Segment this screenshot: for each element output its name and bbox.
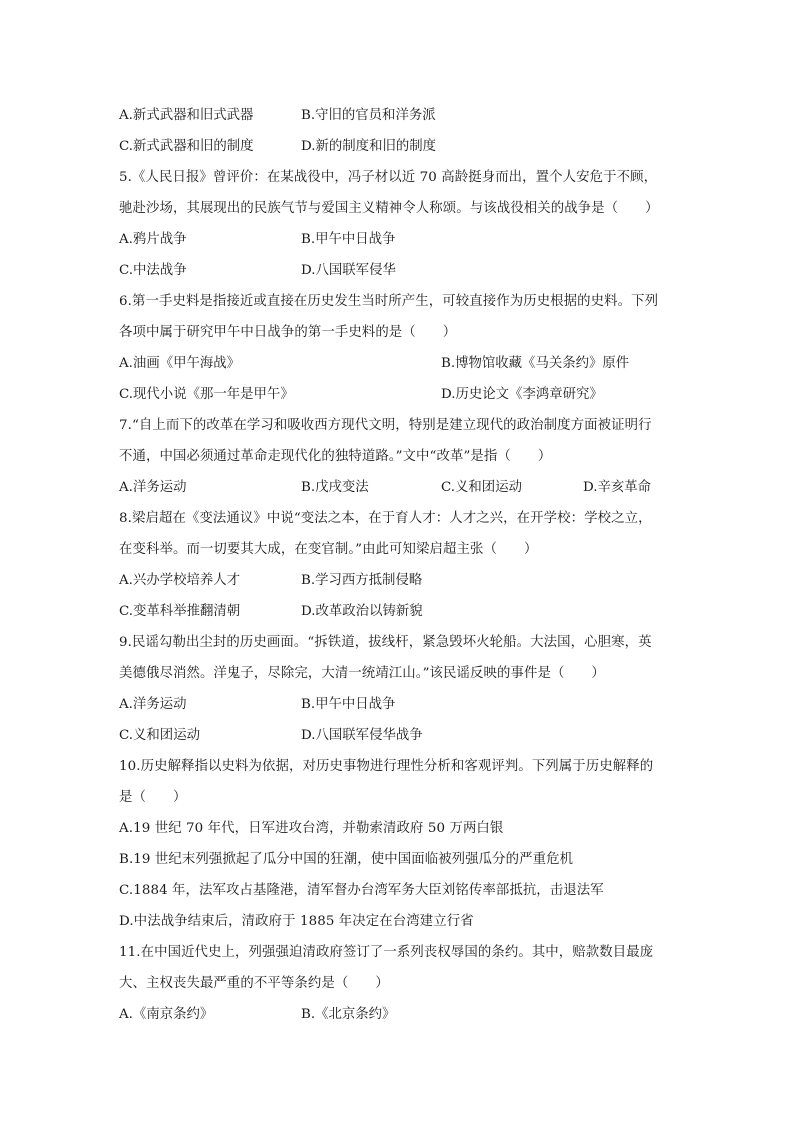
q6-stem-line-2: 各项中属于研究甲午中日战争的第一手史料的是（ ） xyxy=(119,325,457,340)
q7-options-row xyxy=(119,472,679,503)
q5-stem-line-2: 驰赴沙场，其展现出的民族气节与爱国主义精神令人称颂。与该战役相关的战争是（ ） xyxy=(119,201,659,216)
q9-option-b: B.甲午中日战争 xyxy=(301,697,396,712)
q6-stem-line-1: 6.第一手史料是指接近或直接在历史发生当时所产生，可较直接作为历史根据的史料。下列 xyxy=(119,294,659,309)
q4-options-row-1 xyxy=(119,100,679,131)
q7-option-a: A.洋务运动 xyxy=(119,480,187,495)
q6-option-b: B.博物馆收藏《马关条约》原件 xyxy=(441,356,630,371)
q10-option-a: A.19 世纪 70 年代，日军进攻台湾，并勒索清政府 50 万两白银 xyxy=(119,821,504,836)
q10-stem-line-1: 10.历史解释指以史料为依据，对历史事物进行理性分析和客观评判。下列属于历史解释的 xyxy=(119,759,654,774)
q9-stem-line-2: 美德俄尽消然。洋鬼子，尽除完，大清一统靖江山。”该民谣反映的事件是（ ） xyxy=(119,666,605,681)
q10-option-c: C.1884 年，法军攻占基隆港，清军督办台湾军务大臣刘铭传率部抵抗，击退法军 xyxy=(119,883,604,898)
q9-option-a: A.洋务运动 xyxy=(119,697,187,712)
q5-options-row-2 xyxy=(119,255,679,286)
q7-option-b: B.戊戌变法 xyxy=(301,480,369,495)
q10-option-b: B.19 世纪末列强掀起了瓜分中国的狂潮，使中国面临被列强瓜分的严重危机 xyxy=(119,852,574,867)
q8-options-row-2 xyxy=(119,596,679,627)
q4-options-row-2 xyxy=(119,131,679,162)
q7-stem-line-2: 不通，中国必须通过革命走现代化的独特道路。”文中“改革”是指（ ） xyxy=(119,449,552,464)
q6-option-c: C.现代小说《那一年是甲午》 xyxy=(119,387,294,402)
q7-stem-line-1: 7.“自上而下的改革在学习和吸收西方现代文明，特别是建立现代的政治制度方面被证明行 xyxy=(119,418,652,433)
q5-option-a: A.鸦片战争 xyxy=(119,232,187,247)
q6-option-d: D.历史论文《李鸿章研究》 xyxy=(441,387,603,402)
q10-option-d: D.中法战争结束后，清政府于 1885 年决定在台湾建立行省 xyxy=(119,914,474,929)
q9-option-c: C.义和团运动 xyxy=(119,728,200,743)
q8-option-a: A.兴办学校培养人才 xyxy=(119,573,241,588)
q4-option-a: A.新式武器和旧式武器 xyxy=(119,108,254,123)
q8-stem-line-2: 在变科举。而一切要其大成，在变官制。”由此可知梁启超主张（ ） xyxy=(119,542,538,557)
q4-option-c: C.新式武器和旧的制度 xyxy=(119,139,254,154)
q8-option-d: D.改革政治以铸新貌 xyxy=(301,604,423,619)
q11-stem-line-1: 11.在中国近代史上，列强强迫清政府签订了一系列丧权辱国的条约。其中，赔款数目最庞 xyxy=(119,945,654,960)
q8-stem-line-1: 8.梁启超在《变法通议》中说“变法之本，在于育人才：人才之兴，在开学校：学校之立， xyxy=(119,511,652,526)
q5-option-d: D.八国联军侵华 xyxy=(301,263,396,278)
q7-option-c: C.义和团运动 xyxy=(441,480,522,495)
q6-option-a: A.油画《甲午海战》 xyxy=(119,356,241,371)
q9-option-d: D.八国联军侵华战争 xyxy=(301,728,423,743)
q11-options-row-1 xyxy=(119,999,679,1030)
q6-options-row-2 xyxy=(119,379,679,410)
q11-stem-line-2: 大、主权丧失最严重的不平等条约是（ ） xyxy=(119,976,389,991)
question-list xyxy=(119,100,679,1030)
q9-options-row-2 xyxy=(119,720,679,751)
q5-option-c: C.中法战争 xyxy=(119,263,187,278)
q5-option-b: B.甲午中日战争 xyxy=(301,232,396,247)
q5-stem-line-1: 5.《人民日报》曾评价：在某战役中，冯子材以近 70 高龄挺身而出，置个人安危于不顾， xyxy=(119,170,658,185)
q4-option-d: D.新的制度和旧的制度 xyxy=(301,139,437,154)
q11-option-a: A.《南京条约》 xyxy=(119,1007,214,1022)
q5-options-row-1 xyxy=(119,224,679,255)
q8-option-c: C.变革科举推翻清朝 xyxy=(119,604,241,619)
q7-option-d: D.辛亥革命 xyxy=(583,480,652,495)
q9-stem-line-1: 9.民谣勾勒出尘封的历史画面。“拆铁道，拔线杆，紧急毁坏火轮船。大法国，心胆寒，英 xyxy=(119,635,652,650)
q11-option-b: B.《北京条约》 xyxy=(301,1007,396,1022)
q9-options-row-1 xyxy=(119,689,679,720)
q8-options-row-1 xyxy=(119,565,679,596)
q8-option-b: B.学习西方抵制侵略 xyxy=(301,573,423,588)
q10-stem-line-2: 是（ ） xyxy=(119,790,187,805)
q4-option-b: B.守旧的官员和洋务派 xyxy=(301,108,436,123)
q6-options-row-1 xyxy=(119,348,679,379)
